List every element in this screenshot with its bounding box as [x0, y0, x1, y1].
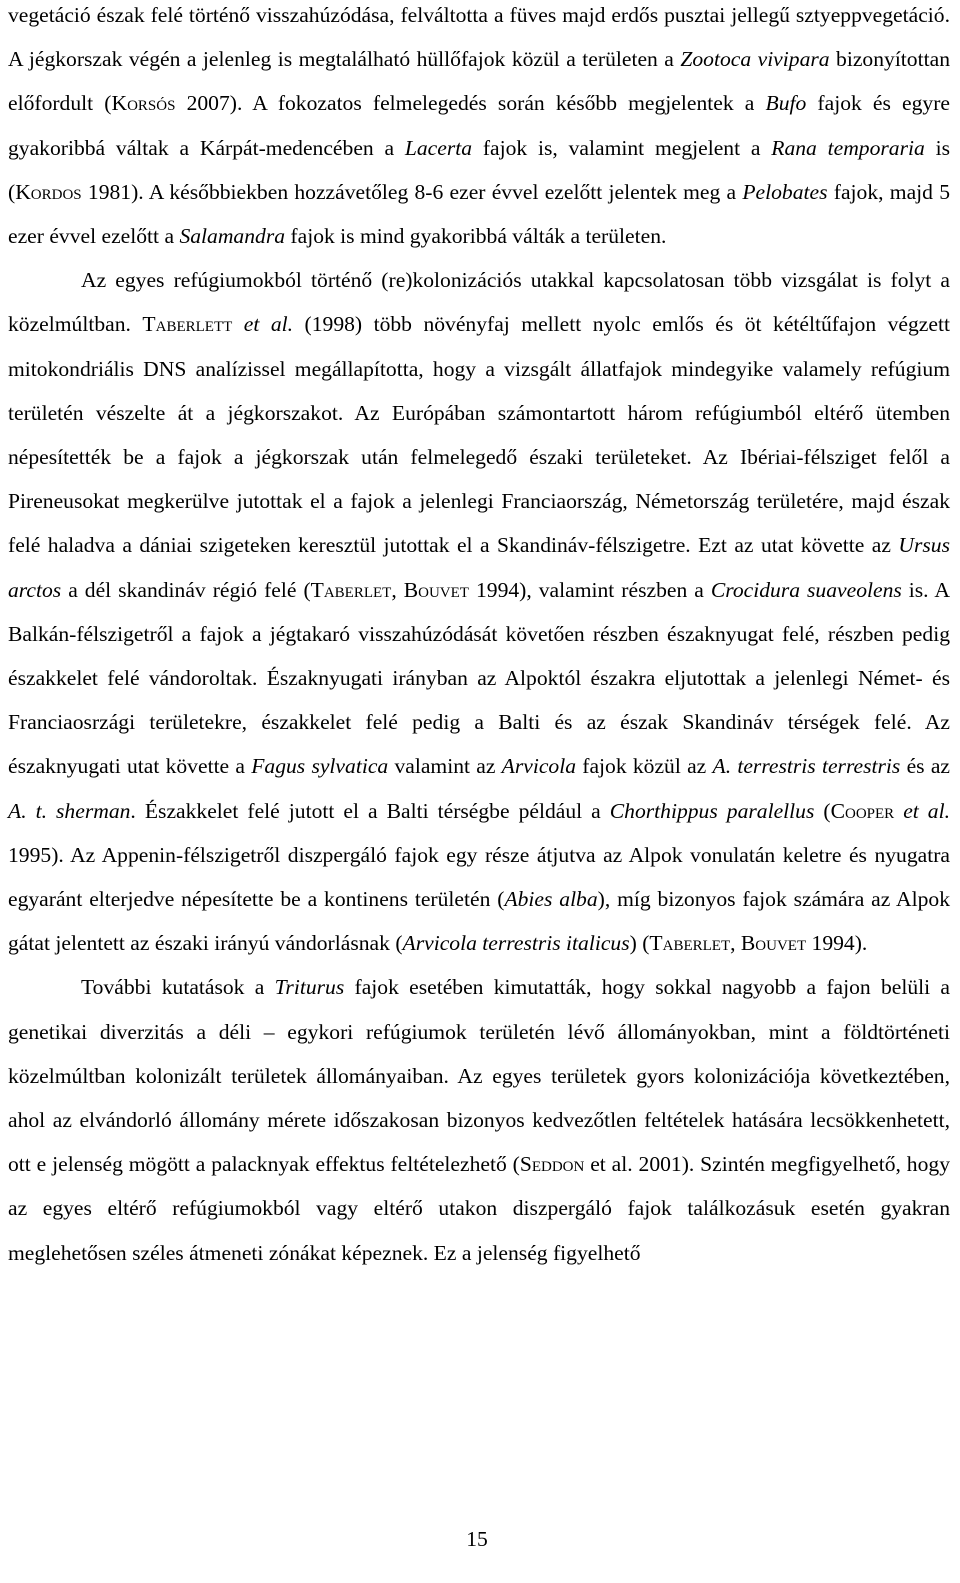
text-run: 2007). A fokozatos felmelegedés során később megjelentek a — [175, 91, 766, 116]
text-run: fajok esetében kimutatták, hogy sokkal nagyobb a fajon belüli a genetikai diverzitás a déli – egykori refúgiumok területén lévő állományokban, mint a földtörténeti közelmúltban kolonizált területek állományaiban. Az egyes területek gyors kolonizációja következtében, ahol az elvándorló állomány mérete időszakosan bizonyos kedvezőtlen feltételek hatására lecsökkenhetett, ott e jelenség mögött a palacknyak effektus feltételezhető ( — [8, 975, 950, 1177]
italic-term: Bufo — [765, 91, 807, 116]
text-run: valamint az — [388, 754, 502, 779]
text-run: 1994). — [806, 931, 868, 956]
italic-term: Pelobates — [742, 179, 828, 204]
text-run: is ( — [8, 135, 950, 204]
text-run: fajok is mind gyakoribbá válták a területen. — [285, 224, 667, 249]
text-run: és az — [900, 754, 950, 779]
author-name: Bouvet — [403, 577, 469, 602]
author-name: Cooper — [830, 798, 895, 823]
author-name: Kordos — [15, 179, 82, 204]
author-name: Bouvet — [740, 931, 807, 956]
italic-term: Arvicola terrestris italicus — [402, 931, 630, 956]
italic-term: Triturus — [274, 975, 345, 1000]
text-run: et al. 2001). Szintén megfigyelhető, hogy az egyes eltérő refúgiumokból vagy eltérő utakon diszpergáló fajok találkozásuk esetén gyakran meglehetősen széles átmeneti zónákat képeznek. Ez a jelenség figyelhető — [8, 1152, 950, 1265]
italic-term: Crocidura suaveolens — [710, 577, 902, 602]
author-name: Taberlett — [142, 312, 233, 337]
page-number: 15 — [466, 1527, 488, 1551]
text-run: További kutatások a — [81, 975, 275, 1000]
italic-term: Fagus sylvatica — [251, 754, 389, 779]
paragraph-3 — [8, 965, 950, 1274]
paragraph-2 — [8, 258, 950, 965]
text-run: vegetáció észak felé történő visszahúzódása, felváltotta a füves majd erdős pusztai jellegű sztyeppvegetáció. A jégkorszak végén a jelenleg is megtalálható hüllőfajok közül a területen a — [8, 3, 950, 72]
text-run: . Északkelet felé jutott el a Balti térségbe például a — [130, 798, 610, 823]
text-run: fajok is, valamint megjelent a — [472, 135, 772, 160]
text-run — [232, 312, 244, 336]
text-run: ), míg bizonyos fajok számára az Alpok gátat jelentett az északi irányú vándorlásnak ( — [8, 887, 950, 956]
text-run: fajok, majd 5 ezer évvel ezelőtt a — [8, 179, 950, 249]
text-run: 1995). Az Appenin-félszigetről diszpergáló fajok egy része átjutva az Alpok vonulatán keletre és nyugatra egyaránt elterjedve népesítette be a kontinens területén ( — [8, 842, 950, 912]
italic-term: Ursus arctos — [8, 533, 950, 602]
text-run: ( — [814, 798, 831, 823]
author-name: Korsós — [111, 91, 176, 116]
text-run: ) ( — [629, 931, 650, 956]
italic-term: Chorthippus paralellus — [609, 798, 815, 823]
text-run: fajok és egyre gyakoribbá váltak a Kárpát-medencében a — [8, 91, 950, 160]
text-run: Az egyes refúgiumokból történő (re)kolonizációs utakkal kapcsolatosan több vizsgálat is folyt a közelmúltban. — [8, 268, 950, 337]
text-run: bizonyítottan előfordult ( — [8, 47, 950, 116]
text-run: a dél skandináv régió felé ( — [61, 577, 311, 602]
italic-term: A. t. sherman — [8, 798, 131, 823]
text-run: (1998) több növényfaj mellett nyolc emlős és öt kétéltűfajon végzett mitokondriális DNS analízissel megállapította, hogy a vizsgált állatfajok mindegyike valamely refúgium területén vészelte át a jégkorszakot. Az Európában számontartott három refúgiumból eltérő ütemben népesítették be a fajok a jégkorszak után felmelegedő északi területeket. Az Ibériai-félsziget felől a Pireneusokat megkerülve jutottak el a fajok a jelenlegi Franciaország, Németország területére, majd észak felé haladva a dániai szigeteken keresztül jutottak el a Skandináv-félszigetre. Ezt az utat követte az — [8, 312, 950, 558]
italic-term: Abies alba — [504, 887, 598, 912]
text-run: is. A Balkán-félszigetről a fajok a jégtakaró visszahúzódását követően részben északnyugat felé, részben pedig északkelet felé vándoroltak. Északnyugati irányban az Alpoktól északra eljutottak a jelenlegi Német- és Franciaosrzági területekre, északkelet felé pedig a Balti és az észak Skandináv térségek felé. Az északnyugati utat követte a — [8, 577, 950, 779]
text-run: , — [391, 577, 404, 602]
text-run: fajok közül az — [576, 754, 713, 779]
author-name: Taberlet — [649, 931, 731, 956]
text-run: , — [730, 931, 741, 956]
author-name: Seddon — [519, 1152, 585, 1177]
body-text — [8, 0, 950, 1275]
text-run: 1981). A későbbiekben hozzávetőleg 8-6 ezer évvel ezelőtt jelentek meg a — [81, 179, 743, 204]
paragraph-1 — [8, 0, 950, 258]
text-run: 1994), valamint részben a — [468, 577, 711, 602]
author-name: Taberlet — [310, 577, 392, 602]
italic-term: Lacerta — [404, 135, 473, 160]
italic-term: Salamandra — [179, 224, 286, 249]
text-run — [894, 799, 903, 823]
italic-term: et al. — [903, 798, 950, 823]
italic-term: A. terrestris terrestris — [712, 754, 901, 779]
italic-term: Zootoca vivipara — [680, 47, 830, 72]
italic-term: Arvicola — [501, 754, 577, 779]
italic-term: et al. — [243, 312, 294, 337]
italic-term: Rana temporaria — [771, 135, 925, 160]
